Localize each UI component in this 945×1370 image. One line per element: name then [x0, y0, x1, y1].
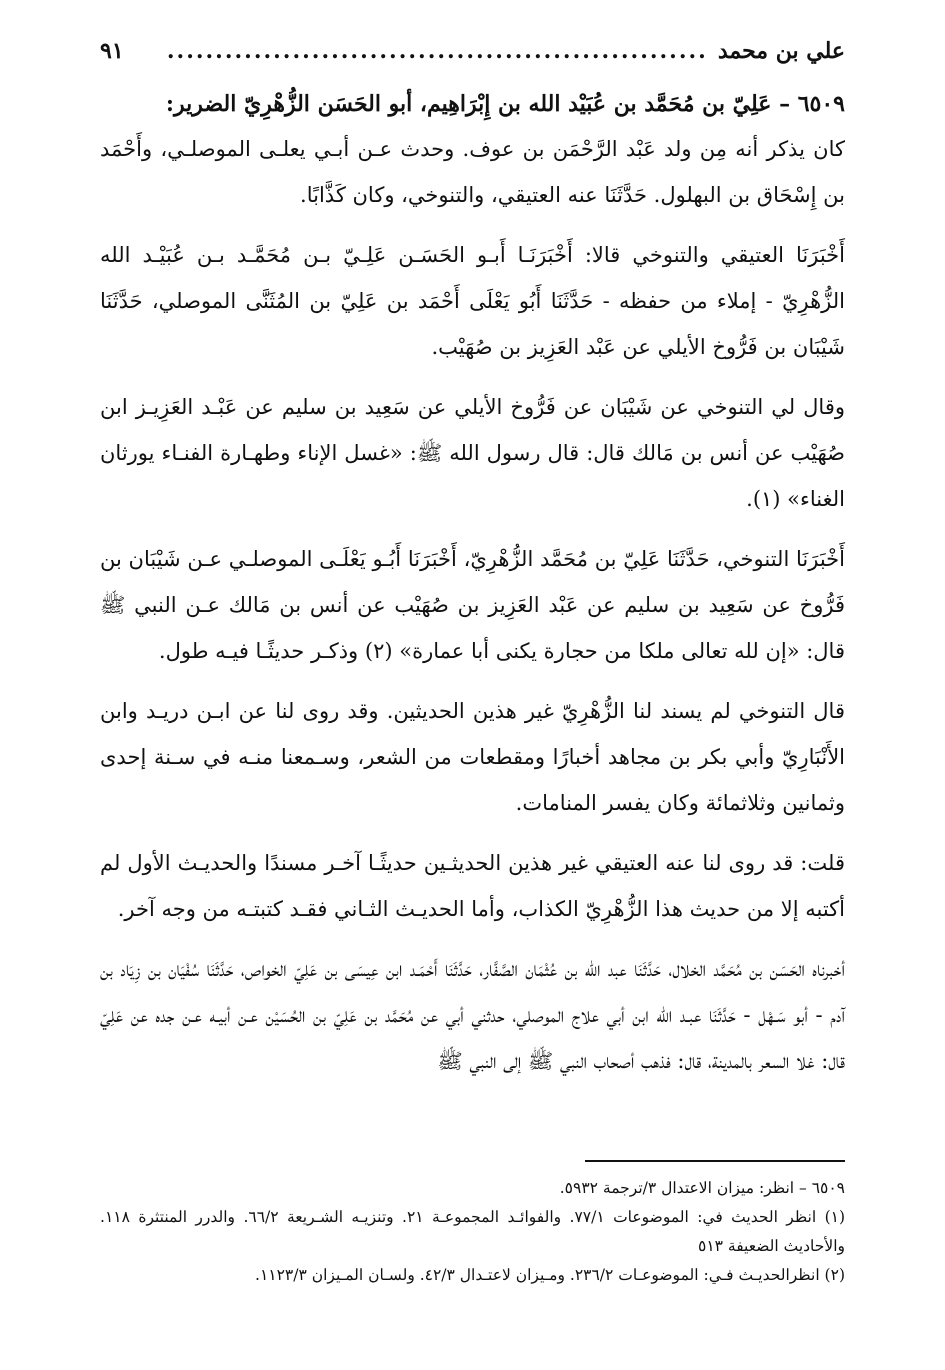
footnote: ٦٥٠٩ – انظر: ميزان الاعتدال ٣/ترجمة ٥٩٣٢. — [559, 1179, 845, 1197]
paragraph: أَخْبَرَنَا العتيقي والتنوخي قالا: أَخْبَرَنَـا أَبـو الحَسَـن عَلِـيّ بـن مُحَمَّـد بـن عُبَيْـد الله الزُّهْرِيّ - إملاء من حفظه - حَدَّثَنَا أَبُو يَعْلَى أَحْمَد بن عَلِيّ بن المُثَنَّى الموصلي، حَدَّثَنَا شَيْبَان بن فَرُّوخ الأيلي عن عَبْد العَزِيز بن صُهَيْب. — [100, 243, 845, 359]
footnote: (١) انظر الحديث في: الموضوعات ٧٧/١. والفوائـد المجموعـة ٢١. وتنزيـه الشـريعة ٦٦/٢. والدرر المنتثرة ١١٨. والأحاديث الضعيفة ٥١٣ — [100, 1208, 846, 1255]
header-leader-dots: ........................................................ — [166, 38, 708, 64]
paragraph: قال التنوخي لم يسند لنا الزُّهْرِيّ غير هذين الحديثين. وقد روى لنا عن ابـن دريـد وابن الأَنْبَارِيّ وأبي بكر بن مجاهد أخبارًا ومقطعات من الشعر، وسـمعنا منـه في سـنة إحدى وثمانين وثلاثمائة وكان يفسر المنامات. — [100, 699, 846, 815]
paragraph: كان يذكر أنه مِن ولد عَبْد الرَّحْمَن بن عوف. وحدث عـن أبـي يعلـى الموصلـي، وأَحْمَد بن إِسْحَاق بن البهلول. حَدَّثَنَا عنه العتيقي، والتنوخي، وكان كَذَّابًا. — [100, 137, 845, 207]
paragraph: قلت: قد روى لنا عنه العتيقي غير هذين الحديثـين حديثًـا آخـر مسندًا والحديـث الأول لم أكتبه إلا من حديث هذا الزُّهْرِيّ الكذاب، وأما الحديـث الثـاني فقـد كتبتـه من وجه آخر. — [100, 851, 845, 921]
entry-title: ٦٥٠٩ – عَلِيّ بن مُحَمَّد بن عُبَيْد الله بن إِبْرَاهِيم، أبو الحَسَن الزُّهْرِيّ الضرير: — [165, 91, 845, 117]
entry-body — [100, 126, 845, 1098]
paragraph: وقال لي التنوخي عن شَيْبَان عن فَرُّوخ الأيلي عن سَعِيد بن سليم عن عَبْـد العَزِيـز ابن صُهَيْب عن أنس بن مَالك قال: قال رسول الله ﷺ: «غسل الإناء وطهـارة الفنـاء يورثان الغناء» (١). — [100, 395, 845, 511]
running-title: علي بن محمد — [717, 38, 845, 64]
footnotes — [100, 1174, 845, 1290]
page-number: ٩١ — [100, 38, 124, 64]
paragraph: أَخْبَرَنَا التنوخي، حَدَّثَنَا عَلِيّ بن مُحَمَّد الزُّهْرِيّ، أَخْبَرَنَا أَبُـو يَعْلَـى الموصلـي عـن شَيْبَان بن فَرُّوخ عن سَعِيد بن سليم عن عَبْد العَزِيز بن صُهَيْب عن أنس بن مَالك عـن النبي ﷺ قال: «إن لله تعالى ملكا من حجارة يكنى أبا عمارة» (٢) وذكـر حديثًـا فيـه طول. — [100, 547, 845, 663]
running-header — [100, 38, 845, 78]
footnote: (٢) انظرالحديـث فـي: الموضوعـات ٢٣٦/٢. ومـيزان لاعتـدال ٤٢/٣. ولسـان المـيزان ١١٢٣/٣. — [255, 1266, 845, 1284]
paragraph: أخبرناه الحَسَن بن مُحَمَّد الخلال، حَدَّثَنَا عبد الله بن عُثْمَان الصَّفَّار، حَدَّثَنَا أَحْمَـد ابن عِيسَى بن عَلِيّ الخواص، حَدَّثَنَا سُفْيَان بن زِيَاد بن آدم - أبو سَـهْل - حَدَّثَنَا عبـد الله ابن أبي علاج الموصلي، حدثني أبي عن مُحَمَّد بن عَلِيّ بن الحُسَيْن عـن أبيـه عـن جده عن عَلِيّ قال: غلا السعر بالمدينة، قال: فذهب أصحاب النبي ﷺ إلى النبي ﷺ — [100, 957, 845, 1073]
footnote-separator — [585, 1160, 845, 1162]
